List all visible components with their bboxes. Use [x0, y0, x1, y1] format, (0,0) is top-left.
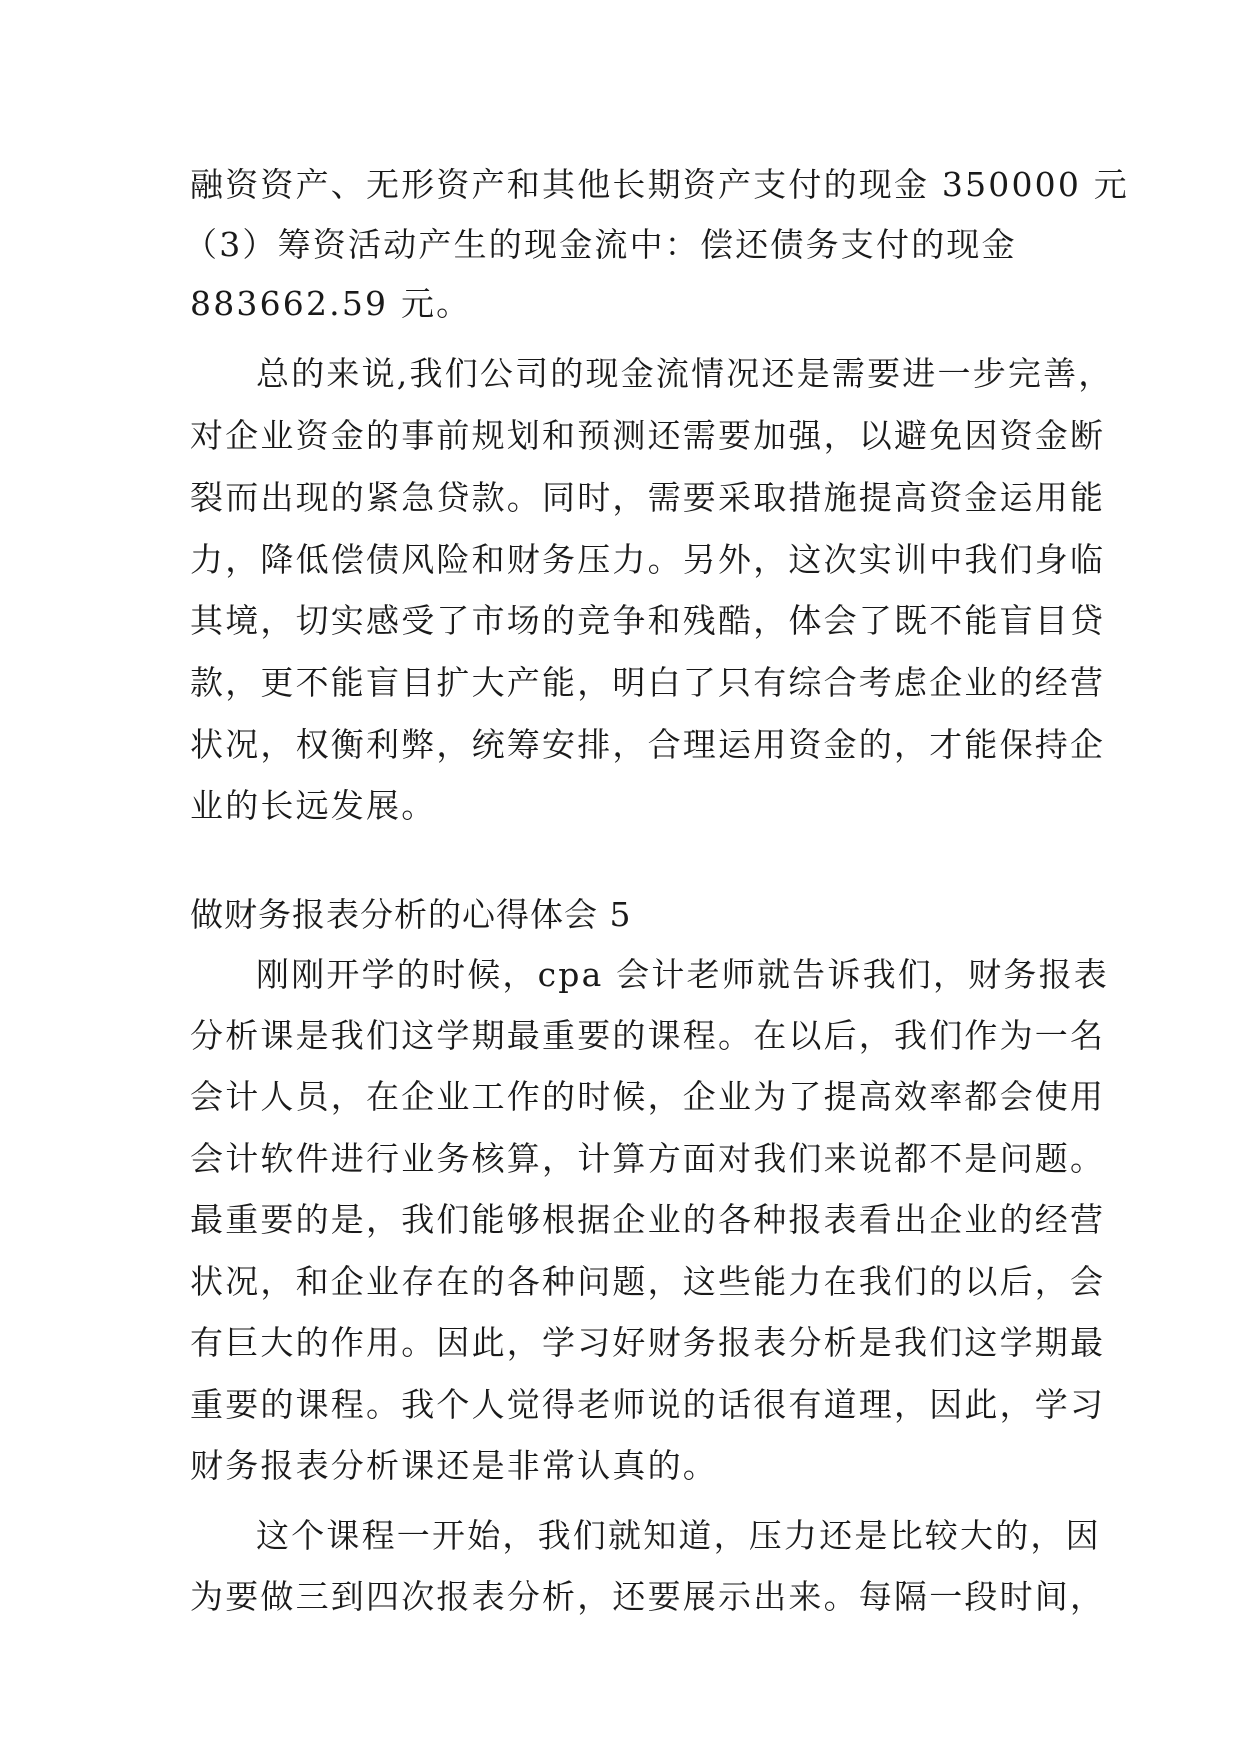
paragraph-line: 会计人员，在企业工作的时候，企业为了提高效率都会使用 — [190, 1077, 1106, 1116]
paragraph-line: 分析课是我们这学期最重要的课程。在以后，我们作为一名 — [190, 1016, 1106, 1055]
paragraph-line: 有巨大的作用。因此，学习好财务报表分析是我们这学期最 — [190, 1323, 1106, 1362]
paragraph-line: 财务报表分析课还是非常认真的。 — [190, 1446, 718, 1485]
paragraph-line: 会计软件进行业务核算，计算方面对我们来说都不是问题。 — [190, 1139, 1106, 1178]
paragraph-line: 融资资产、无形资产和其他长期资产支付的现金 350000 元 — [190, 165, 1129, 204]
paragraph-line: 状况，和企业存在的各种问题，这些能力在我们的以后，会 — [190, 1262, 1106, 1301]
section-heading: 做财务报表分析的心得体会 5 — [190, 895, 632, 934]
paragraph-line: 重要的课程。我个人觉得老师说的话很有道理，因此，学习 — [190, 1385, 1106, 1424]
paragraph-line: 款，更不能盲目扩大产能，明白了只有综合考虑企业的经营 — [190, 663, 1106, 702]
paragraph-line: 为要做三到四次报表分析，还要展示出来。每隔一段时间， — [190, 1577, 1106, 1616]
paragraph-line: （3）筹资活动产生的现金流中：偿还债务支付的现金 — [184, 225, 1017, 264]
paragraph-line: 裂而出现的紧急贷款。同时，需要采取措施提高资金运用能 — [190, 478, 1106, 517]
paragraph-line: 对企业资金的事前规划和预测还需要加强，以避免因资金断 — [190, 416, 1106, 455]
paragraph-line: 力，降低偿债风险和财务压力。另外，这次实训中我们身临 — [190, 540, 1106, 579]
paragraph-line: 883662.59 元。 — [190, 284, 472, 323]
paragraph-line: 最重要的是，我们能够根据企业的各种报表看出企业的经营 — [190, 1200, 1106, 1239]
paragraph-line: 刚刚开学的时候，cpa 会计老师就告诉我们，财务报表 — [256, 955, 1109, 994]
paragraph-line: 其境，切实感受了市场的竞争和残酷，体会了既不能盲目贷 — [190, 601, 1106, 640]
paragraph-line: 业的长远发展。 — [190, 786, 437, 825]
paragraph-line: 总的来说,我们公司的现金流情况还是需要进一步完善， — [256, 354, 1114, 393]
paragraph-line: 状况，权衡利弊，统筹安排，合理运用资金的，才能保持企 — [190, 725, 1106, 764]
paragraph-line: 这个课程一开始，我们就知道，压力还是比较大的，因 — [256, 1516, 1101, 1555]
